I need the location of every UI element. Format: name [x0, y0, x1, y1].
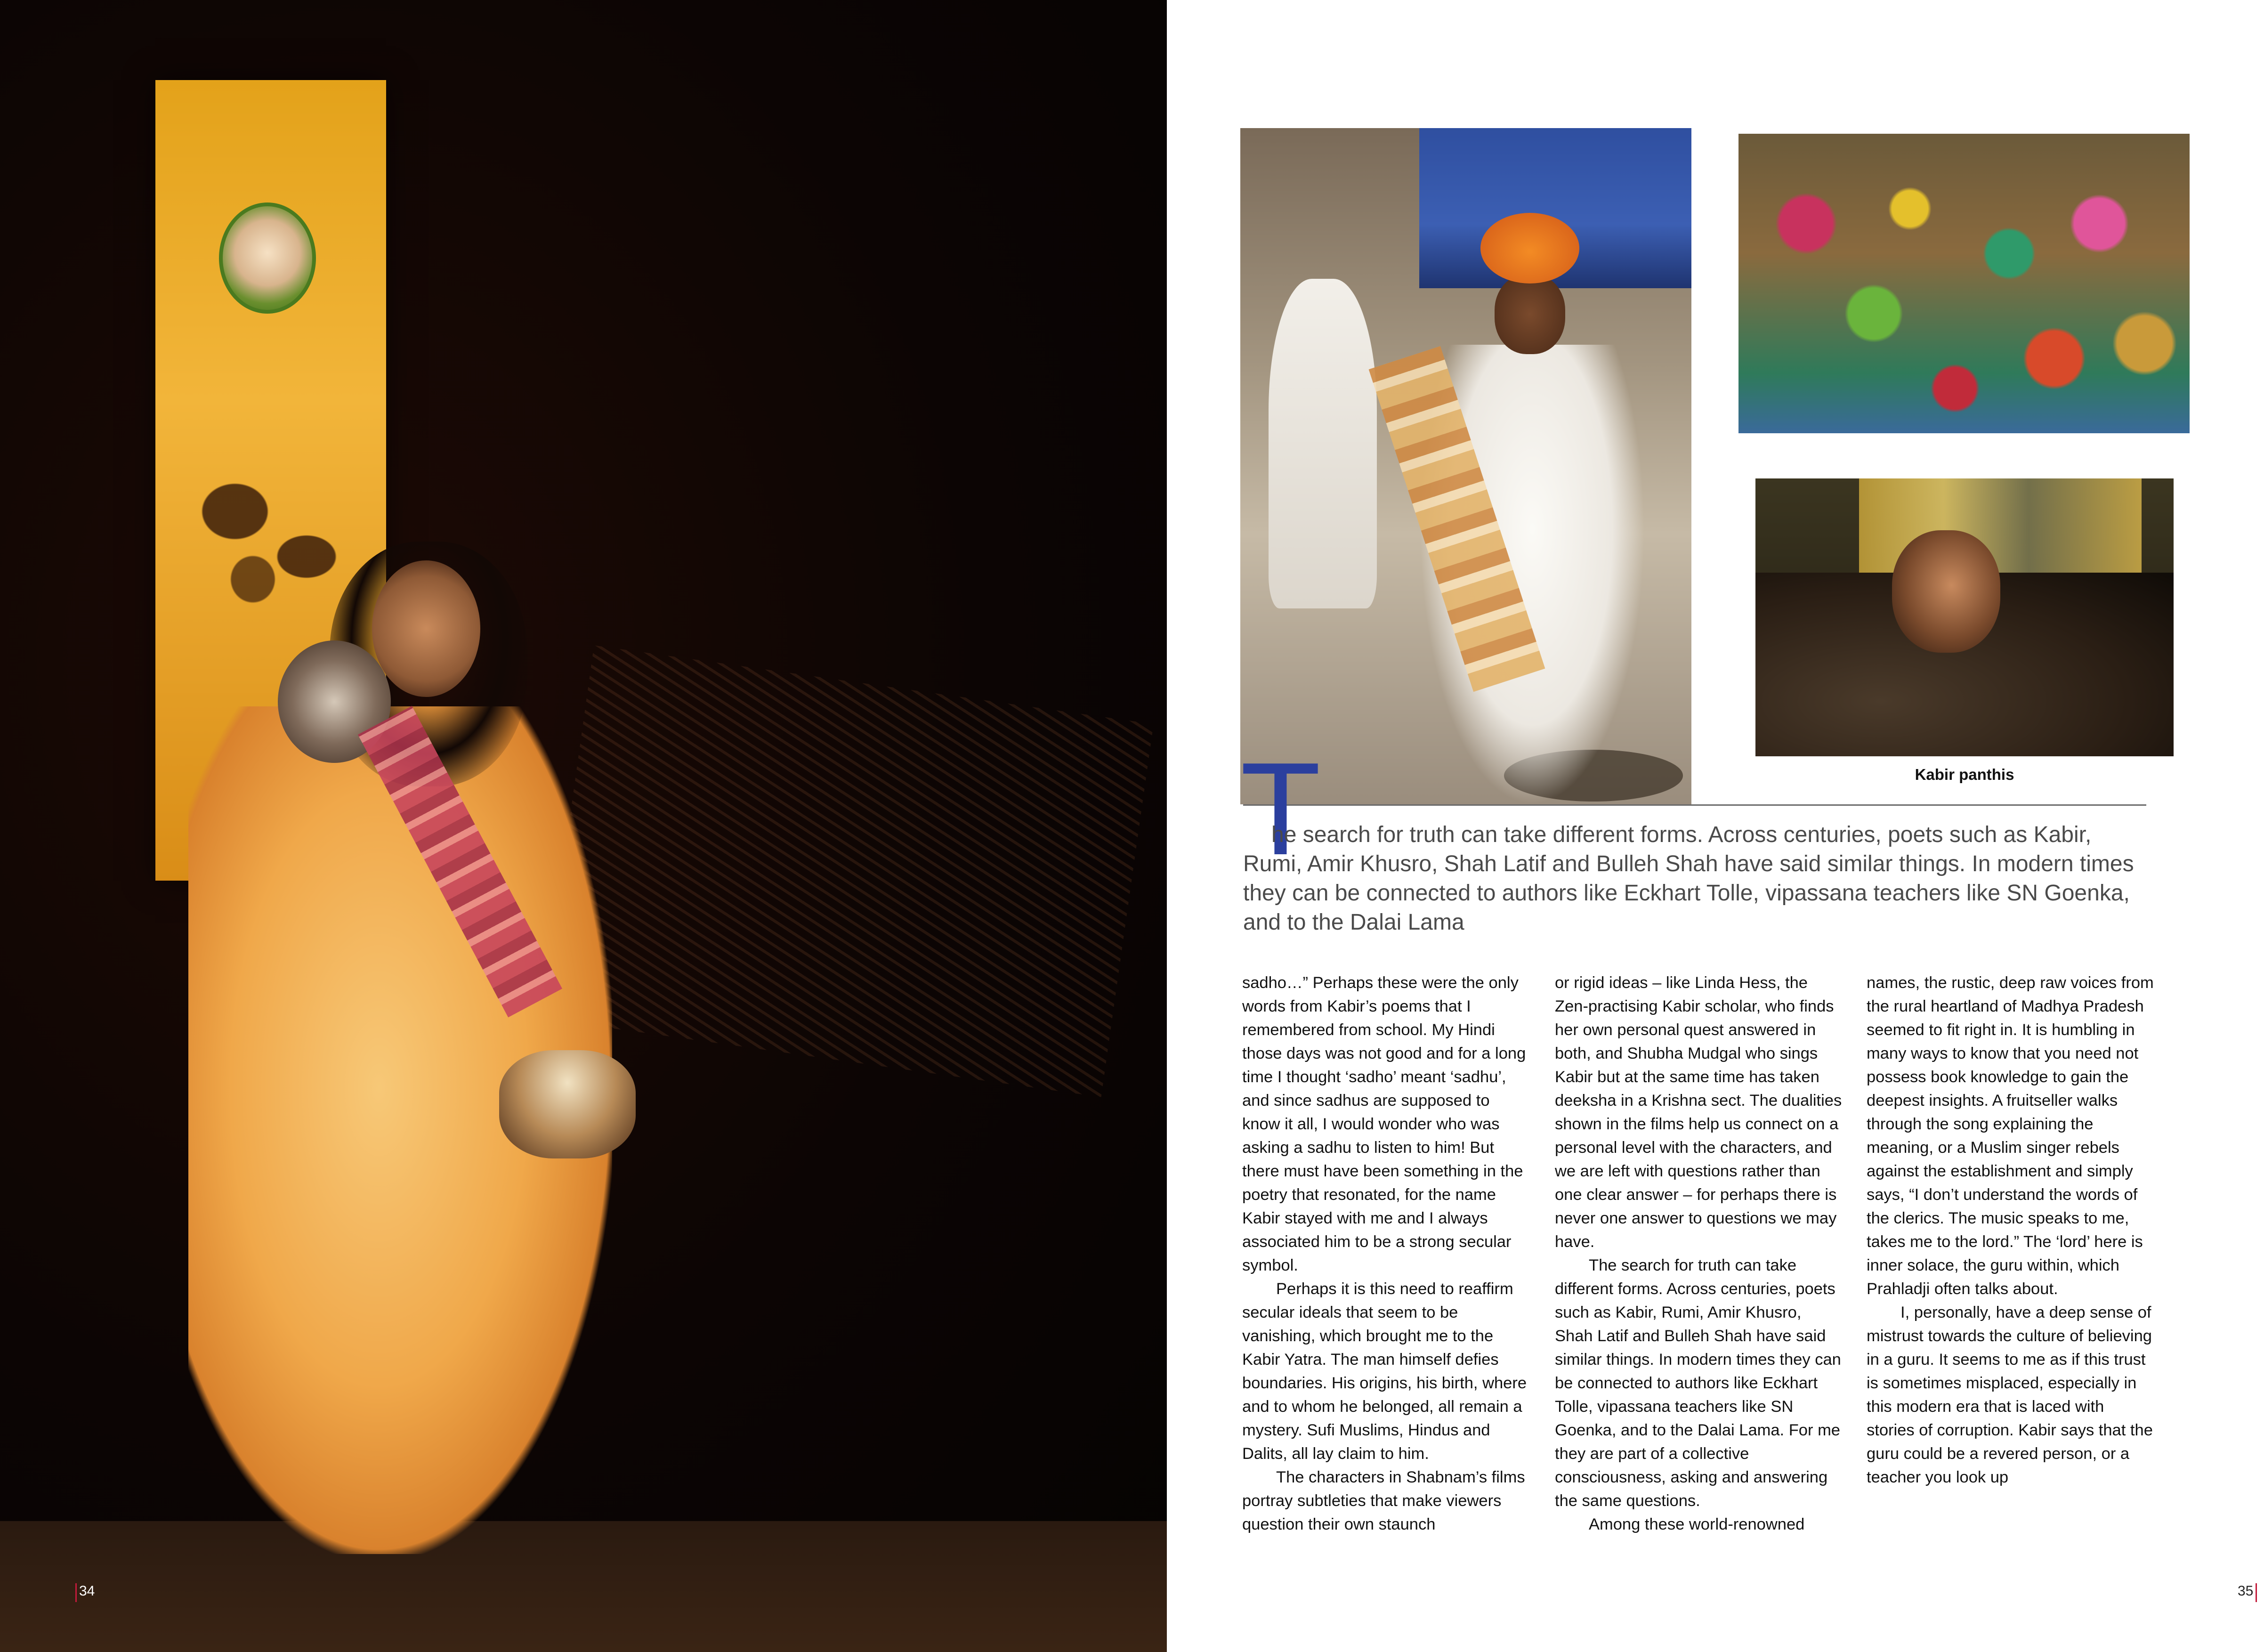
- photo-man-on-bus: [1755, 478, 2174, 756]
- photo-dancing-man: [1240, 128, 1691, 804]
- dancer-turban: [1480, 213, 1579, 283]
- drop-cap: T: [1240, 736, 1321, 883]
- banner-portrait: [219, 202, 316, 314]
- passenger-face: [1892, 530, 2000, 653]
- paragraph: sadho…” Perhaps these were the only words from Kabir’s poems that I remembered from school. My Hindi those days was not good and for a long time I thought ‘sadho’ meant ‘sadhu’, and since sadhus are supposed to know it all, I would wonder who was asking a sadhu to listen to him! But there must have been something in the poetry that resonated, for the name Kabir stayed with me and I always associated him to be a strong secular symbol.: [1242, 974, 1526, 1274]
- paragraph: I, personally, have a deep sense of mistrust towards the culture of believing in a guru. It seems to me as if this trust is sometimes misplaced, especially in this modern era that is laced with stories of corruption. Kabir says that the guru could be a revered person, or a teacher you look up: [1867, 1304, 2153, 1486]
- margin-rule-left: [75, 1583, 77, 1602]
- text-column-2: [1555, 971, 1842, 1536]
- performer-head: [372, 560, 480, 697]
- background-person: [1269, 279, 1377, 608]
- margin-rule-right: [2256, 1583, 2257, 1602]
- performer-drum: [499, 1050, 636, 1158]
- page-number-right: 35: [2238, 1583, 2254, 1599]
- text-column-1: [1242, 971, 1529, 1536]
- photo-seated-crowd: [1738, 134, 2190, 433]
- paragraph: The characters in Shabnam’s films portray subtleties that make viewers question their own staunch: [1242, 1468, 1525, 1533]
- background-straw: [542, 645, 1154, 1097]
- photo-caption: Kabir panthis: [1915, 766, 2014, 783]
- divider-rule: [1243, 804, 2146, 806]
- paragraph: names, the rustic, deep raw voices from the rural heartland of Madhya Pradesh seemed to fit right in. It is humbling in many ways to know that you need not possess book knowledge to gain the deepest insights. A fruitseller walks through the song explaining the meaning, or a Muslim singer rebels against the establishment and simply says, “I don’t understand the words of the clerics. The music speaks to me, takes me to the lord.” The ‘lord’ here is inner solace, the guru within, which Prahladji often talks about.: [1867, 974, 2154, 1298]
- dancer-face: [1495, 274, 1565, 354]
- text-column-3: [1867, 971, 2154, 1489]
- paragraph: Among these world-renowned: [1589, 1515, 1805, 1533]
- paragraph: or rigid ideas – like Linda Hess, the Zen-practising Kabir scholar, who finds her own personal quest answered in both, and Shubha Mudgal who sings Kabir but at the same time has taken deeksha in a Krishna sect. The dualities shown in the films help us connect on a personal level with the characters, and we are left with questions rather than one clear answer – for perhaps there is never one answer to questions we may have.: [1555, 974, 1842, 1251]
- page-number-left: 34: [79, 1583, 95, 1599]
- intro-standfirst: he search for truth can take different forms. Across centuries, poets such as Kabir, Rumi, Amir Khusro, Shah Latif and Bulleh Shah have said similar things. In modern times they can be connected to authors like Eckhart Tolle, vipassana teachers like SN Goenka, and to the Dalai Lama: [1243, 822, 2134, 935]
- banner-devanagari-script: [181, 466, 360, 617]
- paragraph: Perhaps it is this need to reaffirm secular ideals that seem to be vanishing, which brought me to the Kabir Yatra. The man himself defies boundaries. His origins, his birth, where and to whom he belonged, all remain a mystery. Sufi Muslims, Hindus and Dalits, all lay claim to him.: [1242, 1280, 1527, 1463]
- paragraph: The search for truth can take different forms. Across centuries, poets such as Kabir, Rumi, Amir Khusro, Shah Latif and Bulleh Shah have said similar things. In modern times they can be connected to authors like Eckhart Tolle, vipassana teachers like SN Goenka, and to the Dalai Lama. For me they are part of a collective consciousness, asking and answering the same questions.: [1555, 1256, 1841, 1510]
